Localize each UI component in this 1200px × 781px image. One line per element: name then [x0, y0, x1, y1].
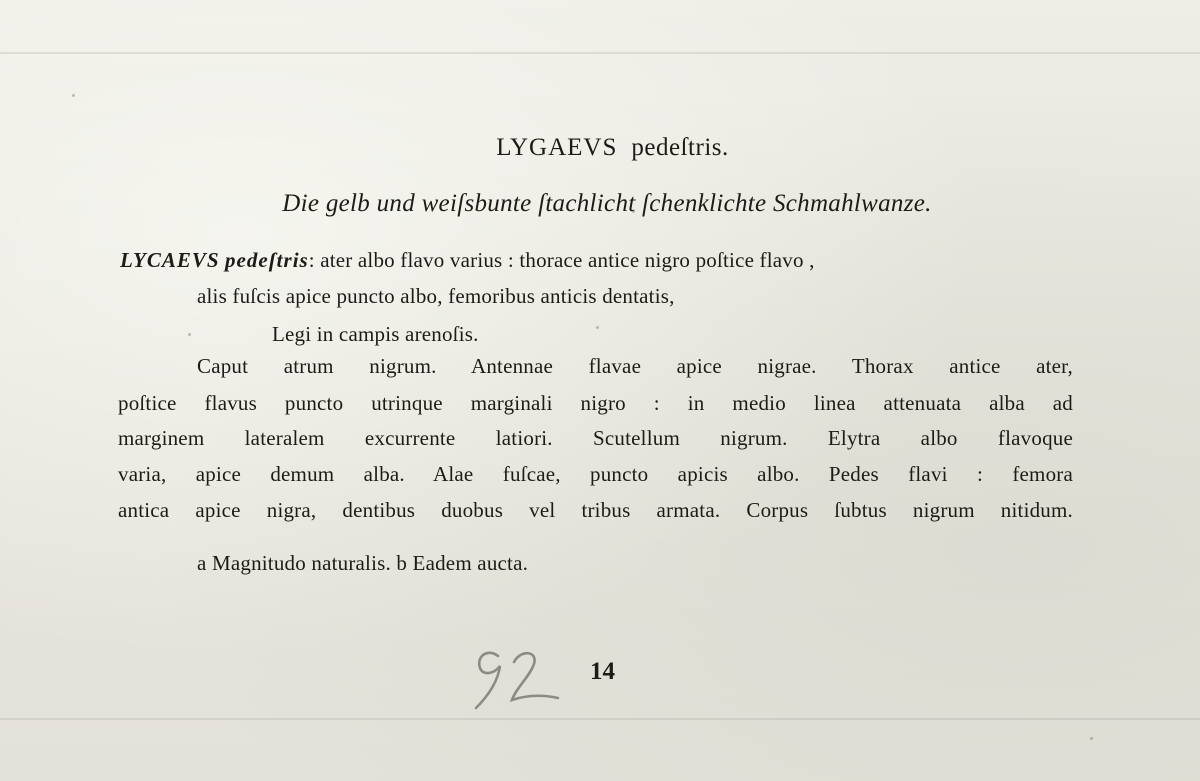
paper-crease: [0, 718, 1200, 720]
species-name: pedeſtris.: [631, 134, 729, 161]
paper-speck: [72, 94, 75, 97]
paper-speck: [188, 333, 191, 336]
description-line: Caput atrum nigrum. Antennae flavae apice nigrae. Thorax antice ater,: [197, 354, 1073, 378]
description-line: antica apice nigra, dentibus duobus vel tribus armata. Corpus ſubtus nigrum nitidum.: [118, 498, 1073, 522]
description-line: varia, apice demum alba. Alae fuſcae, puncto apicis albo. Pedes flavi : femora: [118, 462, 1073, 486]
diagnosis-line-2: alis fuſcis apice puncto albo, femoribus anticis dentatis,: [197, 284, 675, 308]
page-number: 14: [590, 658, 615, 685]
paper-crease: [0, 52, 1200, 54]
description-line: poſtice flavus puncto utrinque marginali nigro : in medio linea attenuata alba ad: [118, 391, 1073, 415]
paper-speck: [596, 326, 599, 329]
diagnosis-text: : ater albo flavo varius : thorace antice nigro poſtice flavo ,: [308, 248, 815, 272]
figure-note: a Magnitudo naturalis. b Eadem aucta.: [197, 551, 529, 575]
genus-name: LYGAEVS: [496, 134, 618, 161]
german-common-name: Die gelb und weiſsbunte ſtachlicht ſchenklichte Schmahlwanze.: [282, 190, 932, 217]
paper-speck: [1090, 737, 1093, 740]
species-title: [0, 134, 1200, 162]
habitat-note: Legi in campis arenoſis.: [272, 322, 479, 346]
diagnosis-species: pedeſtris: [225, 248, 309, 272]
handwritten-page-number: [468, 642, 568, 714]
diagnosis-genus: LYCAEVS: [120, 248, 220, 272]
diagnosis-line-1: [120, 248, 815, 273]
description-line: marginem lateralem excurrente latiori. Scutellum nigrum. Elytra albo flavoque: [118, 426, 1073, 450]
